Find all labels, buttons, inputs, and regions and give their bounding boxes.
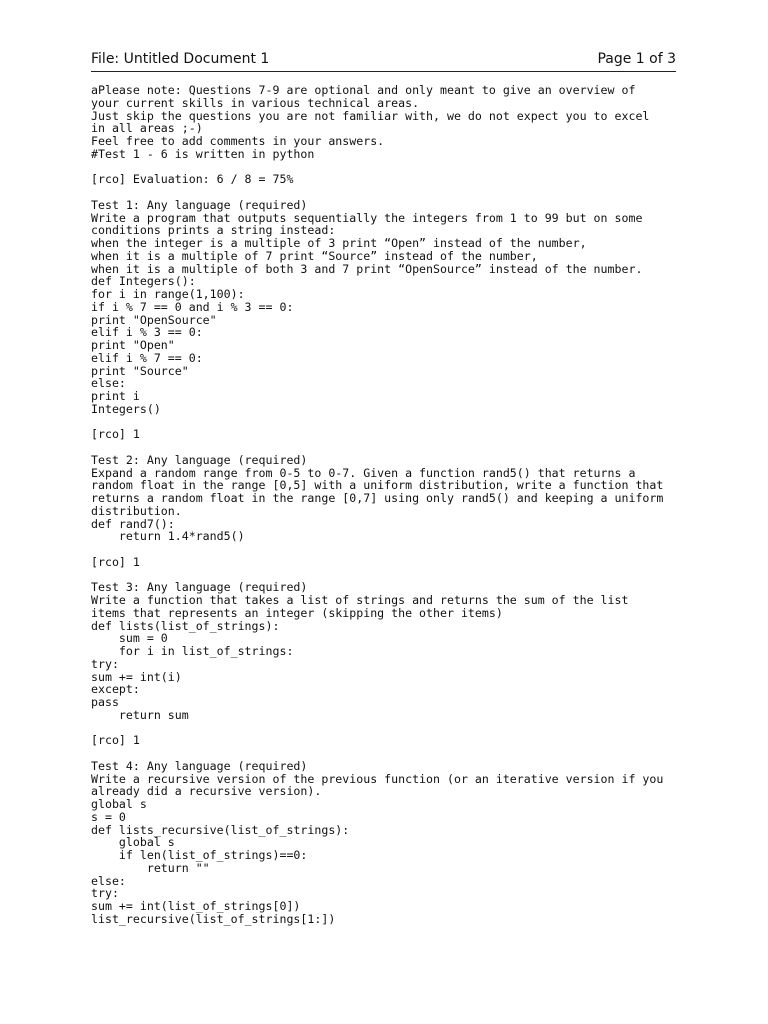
blank-line <box>91 441 681 454</box>
text-line: aPlease note: Questions 7-9 are optional and only meant to give an overview of <box>91 83 636 97</box>
text-line: for i in list_of_strings: <box>91 644 294 658</box>
text-line: random float in the range [0,5] with a uniform distribution, write a function that <box>91 478 664 493</box>
text-line: s = 0 <box>91 809 126 824</box>
text-line: try: <box>91 886 119 901</box>
text-line: [rco] 1 <box>91 554 140 569</box>
blank-line <box>91 722 681 735</box>
text-line: returns a random float in the range [0,7] using only rand5() and keeping a uniform <box>91 491 664 505</box>
text-line: except: <box>91 682 140 697</box>
text-line: def lists_recursive(list_of_strings): <box>91 822 350 837</box>
text-line: Test 1: Any language (required) <box>91 197 308 212</box>
text-line: print i <box>91 389 140 403</box>
blank-line <box>91 416 681 429</box>
text-line: print "Open" <box>91 338 175 352</box>
text-line: distribution. <box>91 503 182 518</box>
text-line: Just skip the questions you are not familiar with, we do not expect you to excel <box>91 108 650 123</box>
text-line: your current skills in various technical areas. <box>91 95 420 110</box>
text-line: print "OpenSource" <box>91 312 217 327</box>
text-line: Write a program that outputs sequentially the integers from 1 to 99 but on some <box>91 210 643 225</box>
text-line: when the integer is a multiple of 3 print “Open” instead of the number, <box>91 236 587 250</box>
page-number-label: Page 1 of 3 <box>597 51 676 67</box>
text-line: [rco] Evaluation: 6 / 8 = 75% <box>91 172 294 187</box>
text-line: Feel free to add comments in your answers. <box>91 134 385 148</box>
text-line: try: <box>91 656 119 671</box>
text-line: def lists(list_of_strings): <box>91 618 280 633</box>
blank-line <box>91 747 681 760</box>
text-line: for i in range(1,100): <box>91 287 245 301</box>
text-line: Write a function that takes a list of strings and returns the sum of the list <box>91 593 629 607</box>
text-line: return 1.4*rand5() <box>91 529 245 544</box>
blank-line <box>91 186 681 199</box>
text-line: sum += int(i) <box>91 669 182 684</box>
text-line: already did a recursive version). <box>91 784 322 799</box>
page-header <box>91 50 676 70</box>
text-line: return sum <box>91 707 189 722</box>
text-line: global s <box>91 835 175 850</box>
text-line: if i % 7 == 0 and i % 3 == 0: <box>91 299 294 314</box>
text-line: sum = 0 <box>91 631 168 646</box>
text-line: sum += int(list_of_strings[0]) <box>91 899 301 913</box>
text-line: else: <box>91 873 126 888</box>
text-line: conditions prints a string instead: <box>91 223 336 238</box>
blank-line <box>91 543 681 556</box>
text-line: Integers() <box>91 401 161 416</box>
text-line: list_recursive(list_of_strings[1:]) <box>91 911 336 926</box>
text-line: Write a recursive version of the previous function (or an iterative version if you <box>91 771 664 786</box>
text-line: elif i % 7 == 0: <box>91 350 203 365</box>
text-line: def Integers(): <box>91 274 196 289</box>
text-line: items that represents an integer (skipping the other items) <box>91 605 503 620</box>
text-line: global s <box>91 797 147 811</box>
text-line: else: <box>91 376 126 391</box>
text-line: Test 2: Any language (required) <box>91 452 308 467</box>
header-divider <box>91 71 676 72</box>
text-line: def rand7(): <box>91 516 175 531</box>
text-line: Expand a random range from 0-5 to 0-7. Given a function rand5() that returns a <box>91 465 636 480</box>
text-line: pass <box>91 695 119 709</box>
text-line: if len(list_of_strings)==0: <box>91 848 308 862</box>
document-body <box>91 84 681 926</box>
text-line: #Test 1 - 6 is written in python <box>91 146 315 161</box>
text-line: return "" <box>91 860 210 875</box>
text-line: when it is a multiple of 7 print “Source” instead of the number, <box>91 248 538 263</box>
text-line: in all areas ;-) <box>91 121 203 136</box>
text-line: Test 4: Any language (required) <box>91 758 308 773</box>
text-line: print "Source" <box>91 363 189 378</box>
text-line: when it is a multiple of both 3 and 7 print “OpenSource” instead of the number. <box>91 261 643 276</box>
text-line: [rco] 1 <box>91 427 140 442</box>
text-line: Test 3: Any language (required) <box>91 580 308 595</box>
file-name-label: File: Untitled Document 1 <box>91 51 270 67</box>
text-line: [rco] 1 <box>91 733 140 748</box>
text-line: elif i % 3 == 0: <box>91 325 203 340</box>
